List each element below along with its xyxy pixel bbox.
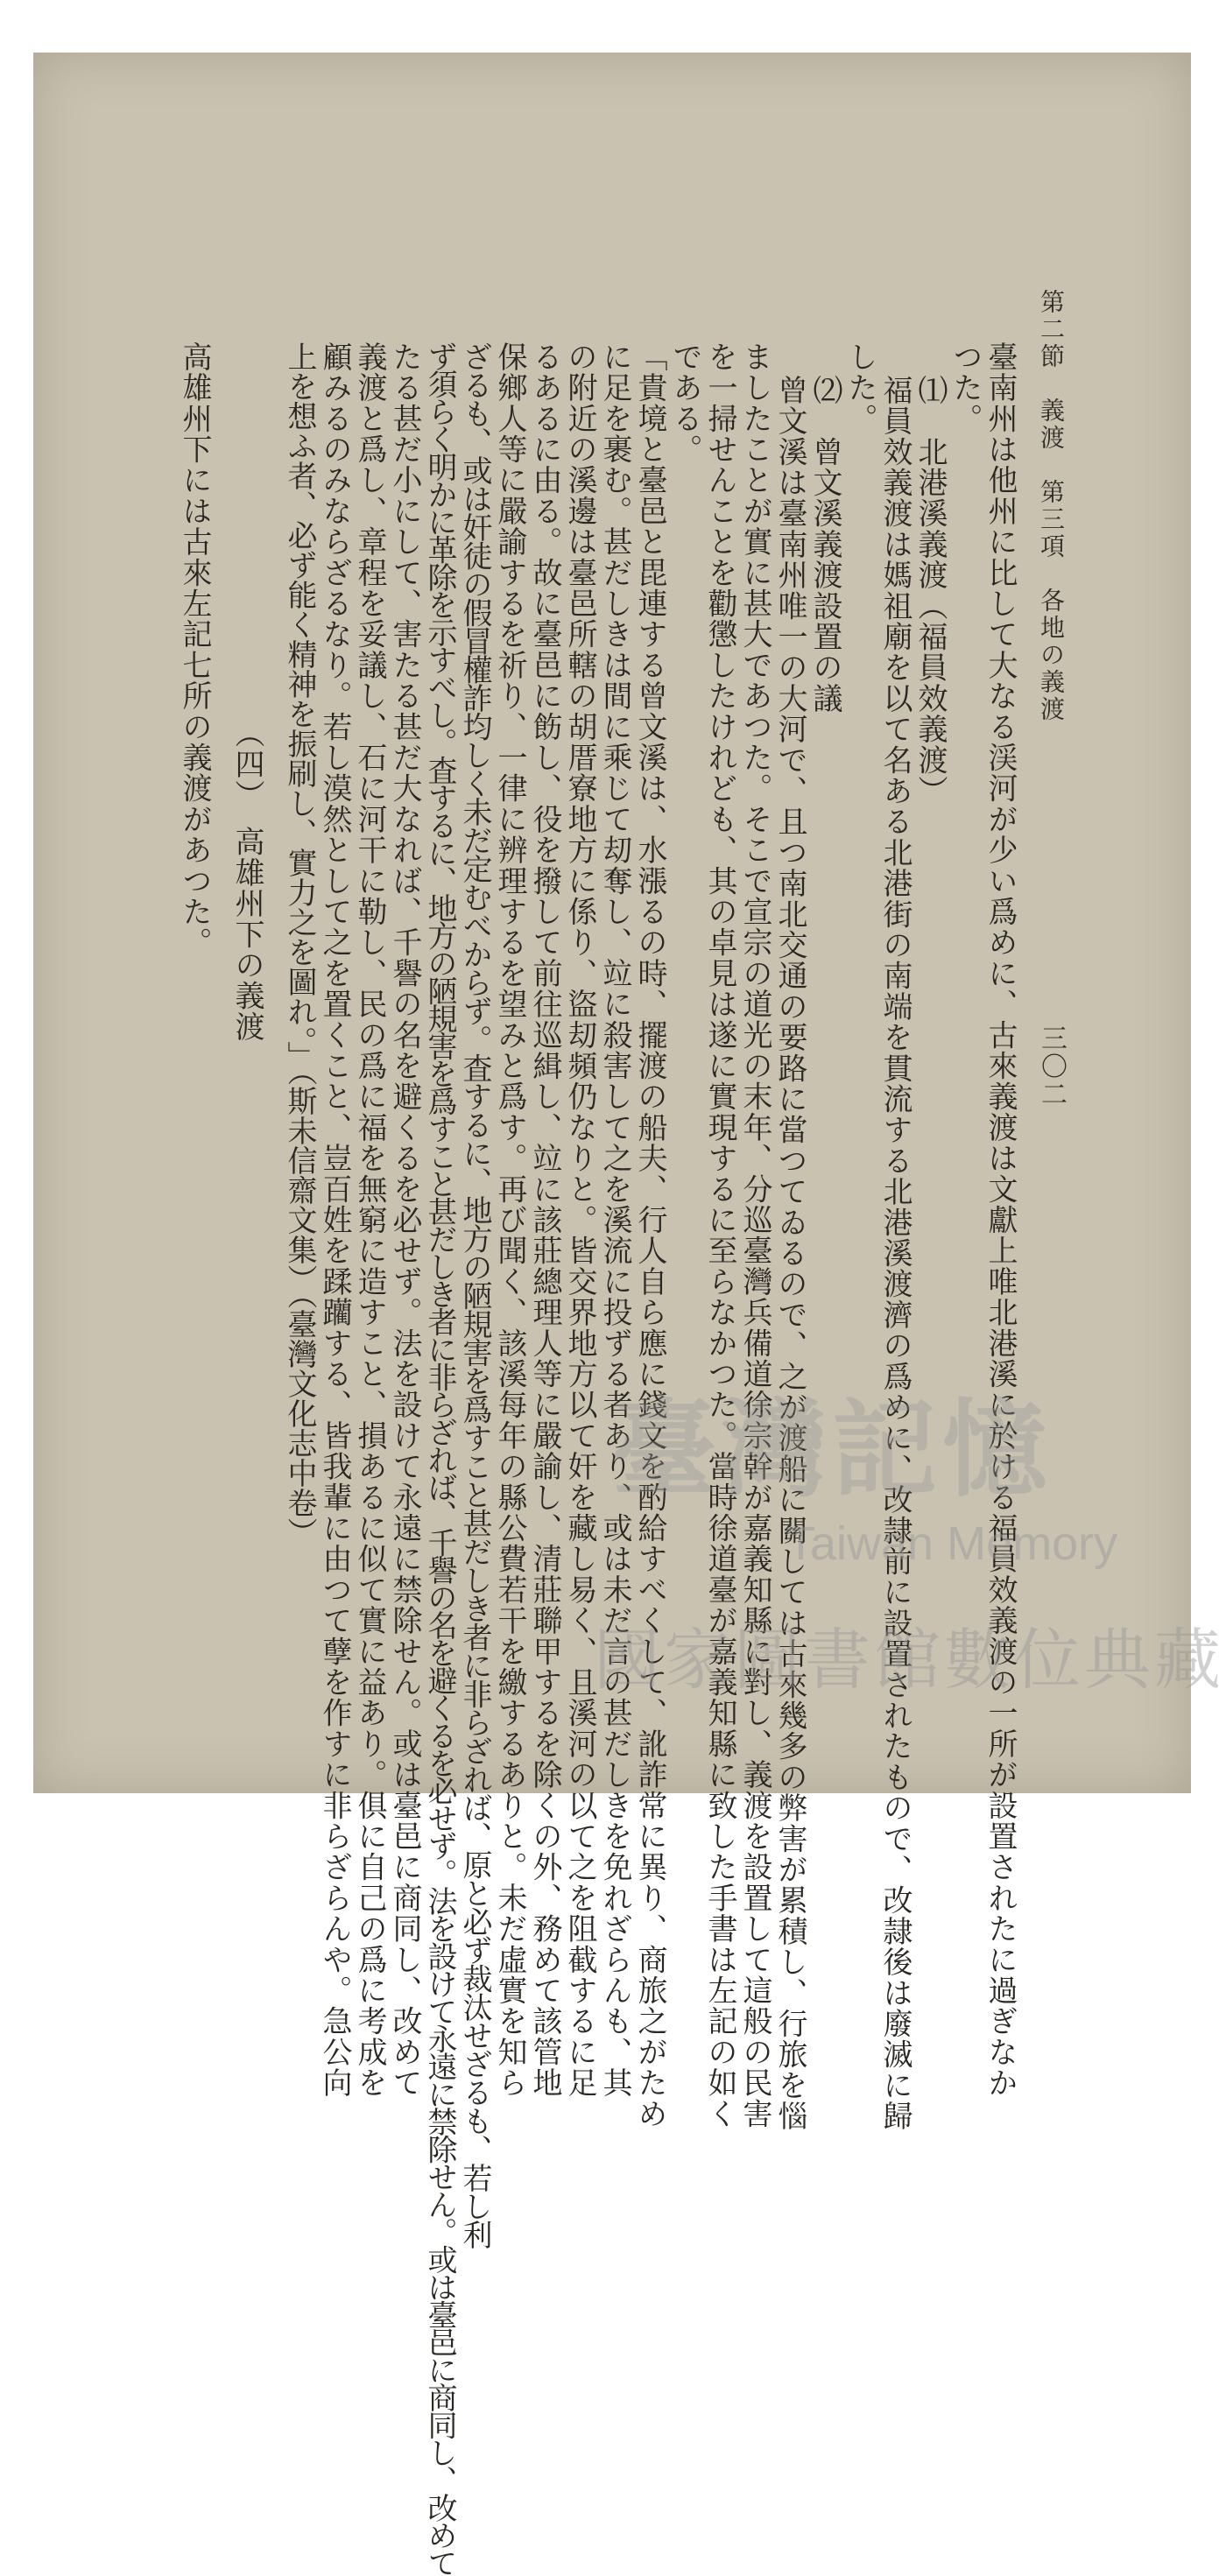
quote-column: 保鄉人等に嚴諭するを祈り、一律に辨理するを望みと爲す。再び聞く、該溪每年の縣公費若干を繳するありと。未だ虛實を知ら: [492, 341, 527, 2099]
scanned-page: [33, 53, 1224, 2576]
quote-column: 義渡と爲し、章程を妥議し、石に河干に勒し、民の爲に福を無窮に造すこと、損あるに似て實に益あり。俱に自己の爲に考成を: [352, 341, 387, 2099]
quote-column: 顧みるのみならざるなり。若し漠然として之を置くこと、豈百姓を蹂躪する、皆我輩に由つて孽を作すに非らざらんや。急公向: [317, 341, 352, 2099]
quote-column: たる甚だ小にして、害たる甚だ大なれば、千譽の名を避くるを必せず。法を設けて永遠に禁除せん。或は臺邑に商同し、改めて: [387, 341, 422, 2099]
watermark-library: 國家圖書館數位典藏: [594, 1623, 1224, 1698]
running-header: 第二節 義渡 第三項 各地の義渡: [1037, 289, 1066, 723]
watermark-logo: 臺灣記憶: [611, 1388, 1053, 1511]
quote-column: に足を裹む。甚だしきは間に乘じて刧奪し、竝に殺害して之を溪流に投ずる者あり、或は未だ言の甚だしきを免れざらんも、其: [597, 341, 632, 2099]
quote-column: るあるに由る。故に臺邑に飭し、役を撥して前往巡緝し、竝に該莊總理人等に嚴諭し、清莊聯甲するを除くの外、務めて該管地: [527, 341, 562, 2099]
text-column: つた。: [948, 341, 983, 434]
section-heading: （四） 高雄州下の義渡: [229, 718, 264, 1043]
section-heading: ⑵ 曾文溪義渡設置の議: [807, 375, 842, 714]
text-column: 福員效義渡は媽祖廟を以て名ある北港街の南端を貫流する北港溪渡濟の爲めに、改隷前に設置されたもので、改隷後は廢滅に歸: [877, 375, 912, 2132]
text-column: を一掃せんことを勸懲したけれども、其の卓見は遂に實現するに至らなかつた。當時徐道臺が嘉義知縣に致した手書は左記の如く: [702, 341, 737, 2129]
quote-column: 上を想ふ者、必ず能く精神を振刷し、實力之を圖れ。」（斯未信齋文集）（臺灣文化志中卷）: [282, 341, 317, 1547]
text-column: 臺南州は他州に比して大なる渓河が少い爲めに、古來義渡は文獻上唯北港溪に於ける福員效義渡の一所が設置されたに過ぎなか: [983, 341, 1018, 2099]
text-column: である。: [667, 341, 702, 465]
quote-column: 「貴境と臺邑と毘連する曾文溪は、水漲るの時、擺渡の船夫、行人自ら應に錢文を酌給すべくして、訛詐常に異り、商旅之がため: [632, 341, 667, 2129]
quote-column: ざるも、或は奸徒の假冒權詐均しく未だ定むべからず。査するに、地方の陋規害を爲すこと甚だしき者に非らざれば、原と必ず裁汰せざるも、若し利: [457, 341, 492, 2249]
watermark-latin: Taiwan Memory: [786, 1517, 1118, 1570]
section-heading: ⑴ 北港溪義渡（福員效義渡）: [912, 375, 948, 806]
page-number: 三〇二: [1036, 1024, 1067, 1109]
quote-column: の附近の溪邊は臺邑所轄の胡厝寮地方に係り、盜刧頻仍なりと。皆交界地方以て奸を藏し易く、且溪河の以て之を阻截するに足: [562, 341, 597, 2099]
text-column: した。: [842, 341, 877, 434]
text-column: 曾文溪は臺南州唯一の大河で、且つ南北交通の要路に當つてゐるので、之が渡船に關しては古來幾多の弊害が累積し、行旅を惱: [772, 375, 807, 2132]
text-column: ましたことが實に甚大であつた。そこで宣宗の道光の末年、分巡臺灣兵備道徐宗幹が嘉義知縣に對し、義渡を設置して這般の民害: [737, 341, 772, 2129]
quote-column: ず須らく明かに革除を示すべし。査するに、地方の陋規害を爲すこと甚だしき者に非らざれば、千譽の名を避くるを必せず。法を設けて永遠に禁除せん。或は臺邑に商同し、改めて: [422, 341, 457, 2576]
text-column: 高雄州下には古來左記七所の義渡があつた。: [177, 341, 212, 958]
